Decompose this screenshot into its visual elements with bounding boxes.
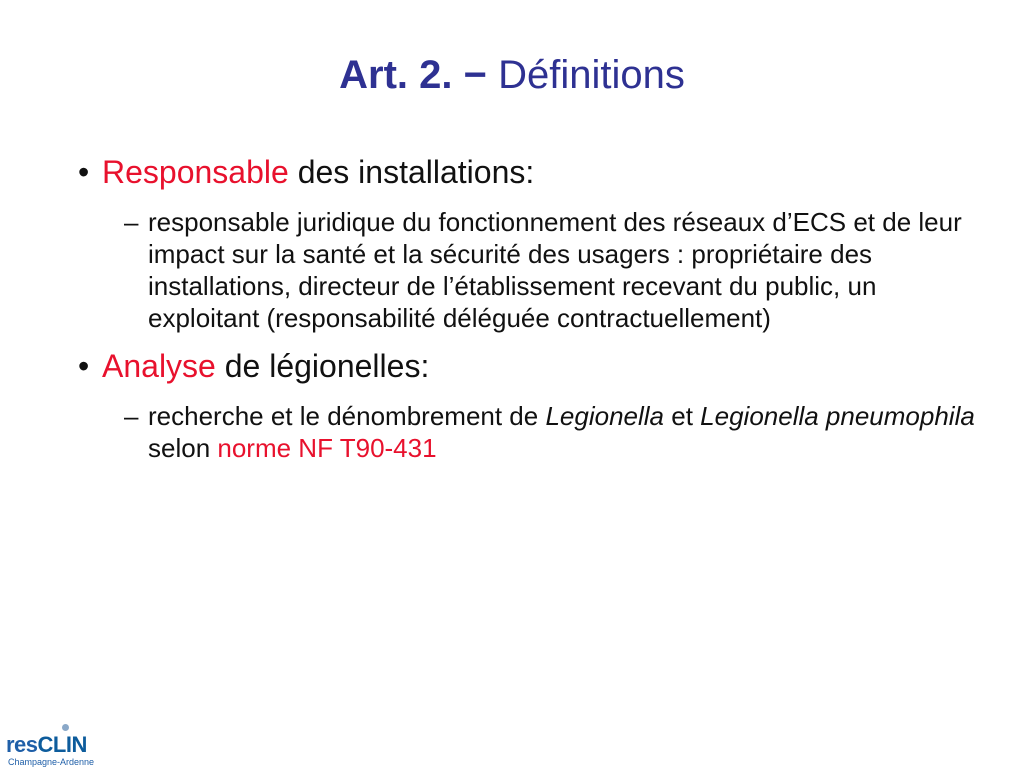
slide-title (0, 50, 1024, 100)
logo-dot-icon (62, 724, 69, 731)
slide-content (78, 150, 984, 474)
bullet-responsable (78, 150, 984, 194)
logo-wordmark (6, 732, 87, 758)
sub-text-2: et (664, 401, 701, 431)
sub-item-responsable (124, 206, 984, 334)
title-article: Art. 2. − (339, 53, 487, 97)
sub-item-analyse (124, 400, 984, 464)
bullet-highlight: Analyse (102, 348, 216, 384)
norm-reference: norme NF T90-431 (217, 433, 437, 463)
legionella-term: Legionella (545, 401, 665, 431)
logo-clin: CLIN (37, 732, 87, 757)
sub-text-1: recherche et le dénombrement de (148, 401, 546, 431)
dash-marker: – (124, 207, 139, 237)
bullet-highlight: Responsable (102, 154, 289, 190)
sub-item-text: responsable juridique du fonctionnement des réseaux d’ECS et de leur impact sur la santé et la sécurité des usagers : propriétaire des installations, directeur de l’établissement recevant du public, un exploitant (responsabilité déléguée contractuellement) (148, 207, 962, 333)
title-text: Définitions (486, 53, 685, 97)
logo-region: Champagne-Ardenne (8, 757, 95, 767)
bullet-analyse (78, 344, 984, 388)
sub-text-3: selon (148, 433, 218, 463)
dash-marker: – (124, 401, 139, 431)
bullet-text: des installations: (288, 154, 535, 190)
legionella-pneumophila-term: Legionella pneumophila (700, 401, 975, 431)
logo-res: res (6, 732, 38, 757)
bullet-text: de légionelles: (215, 348, 430, 384)
resclin-logo (6, 726, 106, 766)
